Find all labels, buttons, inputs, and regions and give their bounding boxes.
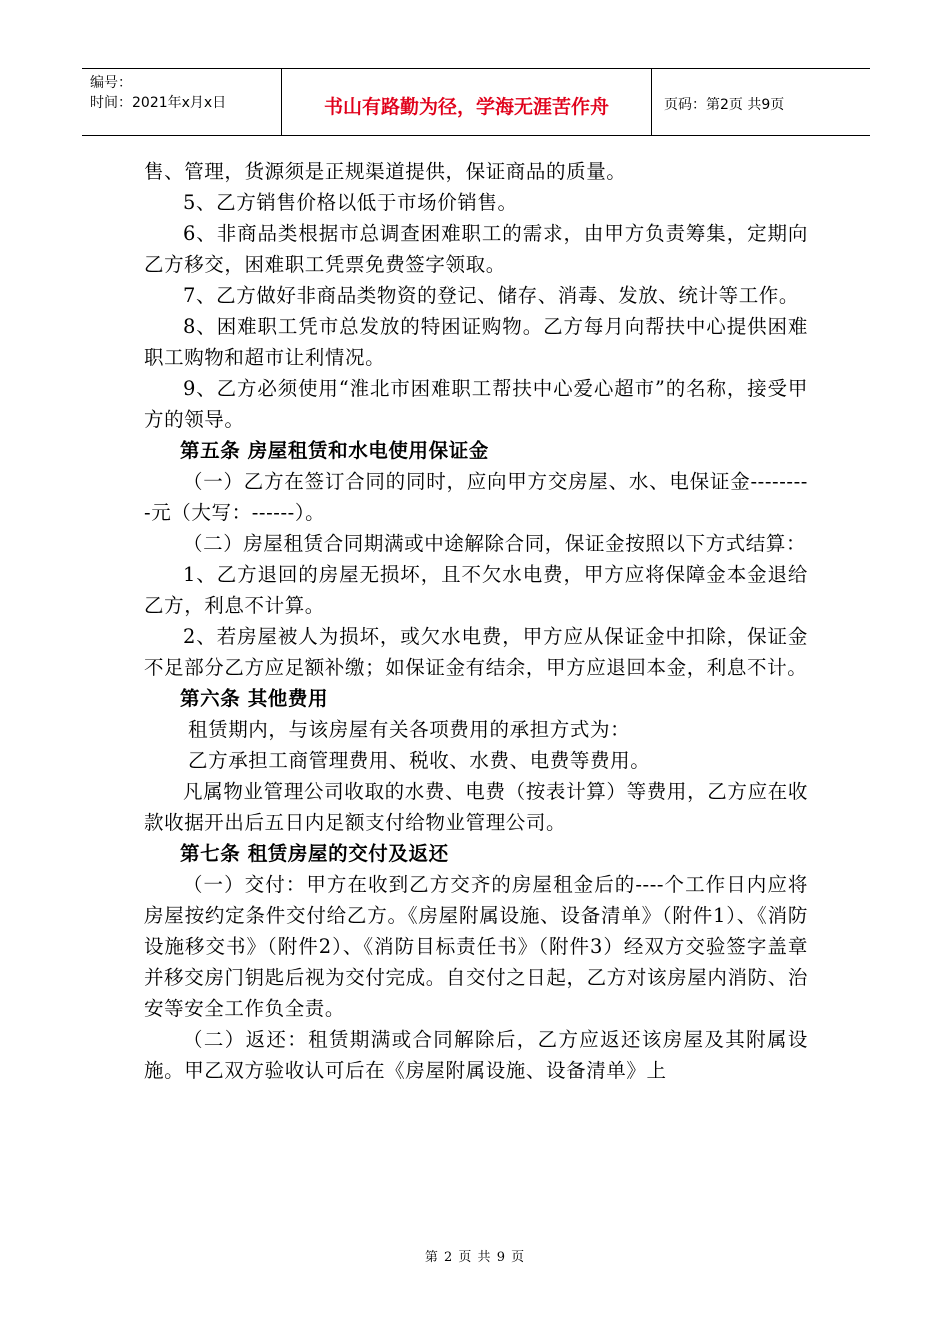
paragraph-deposit-settle-1: 1、乙方退回的房屋无损坏，且不欠水电费，甲方应将保障金本金退给乙方，利息不计算。: [144, 563, 808, 617]
paragraph-continuation: 售、管理，货源须是正规渠道提供，保证商品的质量。: [144, 160, 627, 183]
paragraph-item-5: 5、乙方销售价格以低于市场价销售。: [183, 191, 518, 214]
document-date-label: 时间：2021年x月x日: [90, 95, 227, 111]
paragraph-fees-party-b: 乙方承担工商管理费用、税收、水费、电费等费用。: [188, 749, 651, 772]
document-body: [144, 156, 808, 1086]
paragraph-item-7: 7、乙方做好非商品类物资的登记、储存、消毒、发放、统计等工作。: [183, 284, 800, 307]
header-page-number: 页码：第2页 共9页: [664, 97, 785, 113]
section-heading-article-6: 第六条 其他费用: [180, 687, 329, 710]
page-footer: 第 2 页 共 9 页: [424, 1250, 526, 1265]
paragraph-return: （二）返还：租赁期满或合同解除后，乙方应返还该房屋及其附属设施。甲乙双方验收认可后在《房屋附属设施、设备清单》上: [144, 1028, 808, 1082]
paragraph-fees-intro: 租赁期内，与该房屋有关各项费用的承担方式为：: [188, 718, 631, 741]
paragraph-delivery: （一）交付：甲方在收到乙方交齐的房屋租金后的----个工作日内应将房屋按约定条件交付给乙方。《房屋附属设施、设备清单》（附件1）、《消防设施移交书》（附件2）、《消防目标责任书》（附件3）经双方交验签字盖章并移交房门钥匙后视为交付完成。自交付之日起，乙方对该房屋内消防、治安等安全工作负全责。: [144, 873, 808, 1020]
section-heading-article-5: 第五条 房屋租赁和水电使用保证金: [180, 439, 489, 462]
document-number-label: 编号：: [90, 75, 132, 91]
header-motto: 书山有路勤为径，学海无涯苦作舟: [282, 69, 652, 135]
paragraph-deposit-settle-2: 2、若房屋被人为损坏，或欠水电费，甲方应从保证金中扣除，保证金不足部分乙方应足额补缴；如保证金有结余，甲方应退回本金，利息不计。: [144, 625, 808, 679]
section-heading-article-7: 第七条 租赁房屋的交付及返还: [180, 842, 449, 865]
header-meta: [82, 69, 282, 135]
paragraph-item-8: 8、困难职工凭市总发放的特困证购物。乙方每月向帮扶中心提供困难职工购物和超市让利情况。: [144, 315, 808, 369]
paragraph-deposit-2: （二）房屋租赁合同期满或中途解除合同，保证金按照以下方式结算：: [183, 532, 807, 555]
paragraph-item-9: 9、乙方必须使用“淮北市困难职工帮扶中心爱心超市”的名称，接受甲方的领导。: [144, 377, 808, 431]
page-header: [82, 68, 870, 136]
paragraph-item-6: 6、非商品类根据市总调查困难职工的需求，由甲方负责筹集，定期向乙方移交，困难职工凭票免费签字领取。: [144, 222, 808, 276]
paragraph-deposit-1: （一）乙方在签订合同的同时，应向甲方交房屋、水、电保证金---------元（大写：------）。: [144, 470, 808, 524]
paragraph-fees-property: 凡属物业管理公司收取的水费、电费（按表计算）等费用，乙方应在收款收据开出后五日内足额支付给物业管理公司。: [144, 780, 808, 834]
